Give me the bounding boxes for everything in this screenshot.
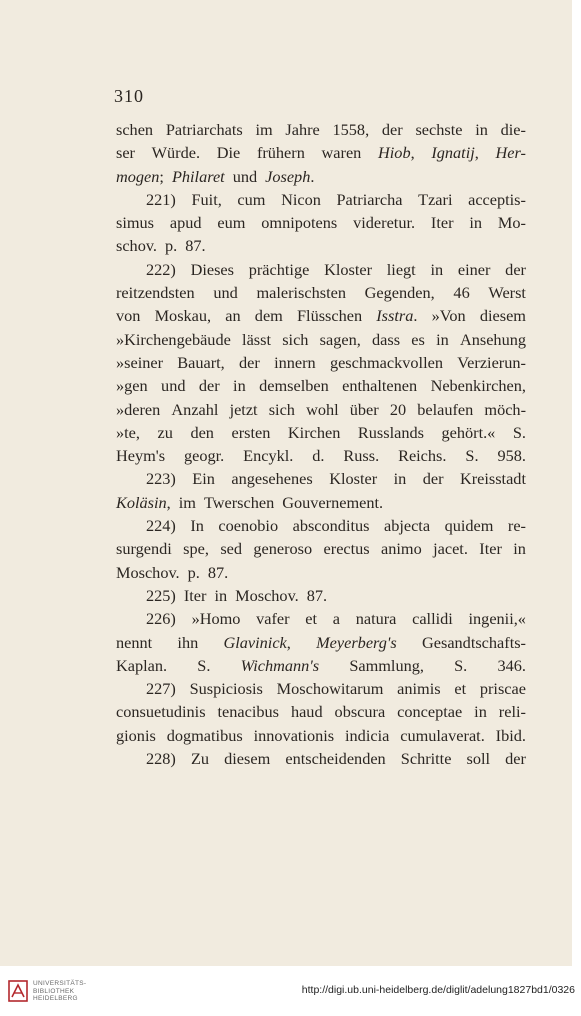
word: Sammlung, [349,655,424,675]
word: 958. [497,446,526,466]
text-line [116,561,526,584]
word: der [381,120,403,139]
word: cum [237,189,266,209]
word: 226) [146,609,176,629]
word: Flüsschen [296,306,363,326]
word: geogr. [183,446,225,466]
word: In [190,516,204,536]
text-line [116,118,526,141]
word: Joseph. [265,166,315,186]
word: Suspiciosis [189,679,263,699]
library-name [33,980,86,1003]
word: geschmackvollen [329,352,443,372]
word: Twerschen [203,492,275,512]
word: Heym's [116,446,166,466]
word: und [213,283,238,303]
word: S. [197,655,211,675]
word: d. [312,446,325,466]
text-line [116,607,526,630]
word: »seiner [116,352,164,372]
word: 225) [146,585,176,605]
library-logo-icon [8,980,28,1002]
word: Werst [488,283,526,303]
word: schen [116,120,154,139]
word: ihn [177,632,199,652]
text-line [116,654,526,677]
word: dass [372,329,401,349]
word: sich [268,399,295,419]
word: Encykl. [243,446,294,466]
word: Würde. [151,143,201,163]
word: 223) [146,469,176,489]
text-line [116,537,526,560]
library-name-line: UNIVERSITÄTS- [33,980,87,987]
word: 221) [146,189,176,209]
word: Ansehung [459,329,526,349]
word: Meyerberg's [316,632,397,652]
word: Philaret [171,166,225,186]
text-line [116,700,526,723]
word: von [116,306,141,326]
word: 222) [146,259,176,279]
library-name-line: HEIDELBERG [33,995,78,1002]
page-text-block [116,118,526,770]
word: surgendi [116,539,172,559]
word: wohl [306,399,339,419]
page-number: 310 [114,86,144,106]
word: absconditus [292,516,370,536]
word: apud [169,213,202,233]
word: innovationis [253,725,335,745]
word: consuetudinis [116,702,206,722]
word: reitzendsten [116,283,195,303]
text-line [116,351,526,374]
text-line [116,398,526,421]
text-line [116,188,526,211]
word: 227) [146,679,176,699]
word: »gen [116,376,148,396]
word: coenobio [218,516,279,536]
word: im [255,120,273,139]
word: entscheidenden [285,749,386,769]
word: demselben [259,376,329,396]
word: Verzierun- [457,352,526,372]
word: Her- [495,143,526,163]
word: natura [355,609,397,629]
word: diesem [224,749,271,769]
word: obscura [334,702,386,722]
word: gehört.« [441,422,496,442]
word: S. [454,655,468,675]
word: indicia [345,725,390,745]
word: und [161,376,186,396]
word: in [513,539,526,559]
word: callidi [412,609,453,629]
word: der [505,749,526,769]
library-name-line: BIBLIOTHEK [33,987,75,995]
word: Iter [479,539,502,559]
word: tenacibus [217,702,279,722]
word: jetzt [229,399,258,419]
footer-bar [0,966,581,1016]
word: 224) [146,516,176,536]
word: Zu [190,749,210,769]
word: p. [165,236,178,256]
text-line [116,421,526,444]
word: 346. [497,655,526,675]
word: eum [217,213,246,233]
word: conceptae [397,702,463,722]
source-url[interactable]: http://digi.ub.uni-heidelberg.de/diglit/adelung1827bd1/0326 [301,984,575,996]
word: Fuit, [191,189,222,209]
word: abjecta [383,516,431,536]
word: acceptis- [468,189,526,209]
word: prächtige [248,259,310,279]
word: quidem [444,516,494,536]
word: 87. [185,236,206,256]
word: der [505,259,526,279]
word: innern [274,352,316,372]
word: Jahre [285,120,320,139]
word: in [474,702,487,722]
word: Moskau, [154,306,212,326]
word: cumulaverat. [400,725,485,745]
word: zu [157,422,173,442]
word: simus [116,213,155,233]
word: Kirchen [287,422,341,442]
word: Russlands [357,422,424,442]
text-line [116,467,526,490]
word: und [232,166,258,186]
word: Nebenkirchen, [430,376,526,396]
word: re- [507,516,526,536]
word: ser [116,143,135,163]
word: omnipotens [261,213,338,233]
word: angesehenes [231,469,313,489]
word: haud [290,702,323,722]
word: in [475,120,488,139]
word: »Von [431,306,466,326]
text-line [116,165,526,188]
word: Kreisstadt [459,469,526,489]
word: den [190,422,214,442]
word: Dieses [190,259,234,279]
text-line [116,141,526,164]
word: in [469,213,483,233]
word: in [430,259,444,279]
text-line [116,444,526,467]
word: liegt [386,259,416,279]
word: soll [466,749,491,769]
word: dogmatibus [166,725,243,745]
word: Iter [183,585,207,605]
word: in [233,376,246,396]
text-line [116,677,526,700]
word: Nicon [281,189,321,209]
word: gionis [116,725,156,745]
text-line [116,584,526,607]
word: »Homo [191,609,241,629]
word: sich [282,329,309,349]
word: belaufen [417,399,474,419]
word: Glavinick, [223,632,291,652]
text-line [116,211,526,234]
word: Patriarcha [336,189,403,209]
word: priscae [479,679,526,699]
word: an [225,306,241,326]
word: 228) [146,749,176,769]
word: in [214,585,228,605]
word: Moschowitarum [276,679,384,699]
word: Schritte [400,749,452,769]
word: schov. [116,236,157,256]
text-line [116,328,526,351]
word: in [436,329,449,349]
word: spe, [183,539,209,559]
word: Gouvernement. [282,492,384,512]
word: Die [216,143,241,163]
text-line [116,374,526,397]
word: vafer [256,609,290,629]
word: sechste [415,120,463,139]
word: S. [465,446,479,466]
word: im [178,492,196,512]
word: ersten [231,422,271,442]
word: in [393,469,407,489]
word: animo [381,539,422,559]
word: 46 [453,283,470,303]
word: Wichmann's [240,655,320,675]
word: 87. [306,585,328,605]
word: Gesandtschafts- [422,632,526,652]
text-line [116,304,526,327]
word: Russ. [343,446,380,466]
word: Gegenden, [364,283,435,303]
word: einer [457,259,491,279]
word: 87. [207,562,229,582]
word: reli- [498,702,526,722]
word: »Kirchengebäude [116,329,231,349]
word: der [198,376,220,396]
word: es [411,329,425,349]
word: Hiob, [378,143,415,163]
word: mogen; [116,166,164,186]
word: waren [321,143,362,163]
word: jacet. [433,539,468,559]
word: et [454,679,467,699]
word: sed [220,539,243,559]
word: sagen, [319,329,361,349]
text-line [116,281,526,304]
word: über [349,399,379,419]
word: et [305,609,318,629]
word: diesem [479,306,526,326]
word: »deren [116,399,161,419]
word: 1558, [332,120,370,139]
word: Ibid. [495,725,526,745]
word: Ein [192,469,215,489]
word: Kloster [329,469,378,489]
word: möch- [484,399,526,419]
word: Kloster [324,259,373,279]
word: Anzahl [171,399,219,419]
word: Kaplan. [116,655,168,675]
word: Mo- [497,213,526,233]
word: dem [254,306,283,326]
text-line [116,747,526,770]
word: p. [187,562,200,582]
word: nennt [116,632,153,652]
word: der [239,352,260,372]
word: Koläsin, [116,492,171,512]
word: »te, [116,422,140,442]
text-line [116,258,526,281]
word: malerischsten [256,283,346,303]
word: Patriarchats [165,120,243,139]
text-line [116,491,526,514]
word: enthaltenen [342,376,418,396]
word: animis [397,679,441,699]
word: Tzari [418,189,453,209]
word: Moschov. [116,562,180,582]
word: Bauart, [177,352,225,372]
word: Ignatij, [431,143,479,163]
word: Moschov. [235,585,299,605]
word: S. [512,422,526,442]
text-line [116,631,526,654]
text-line [116,234,526,257]
word: videretur. [353,213,416,233]
text-line [116,514,526,537]
word: Iter [430,213,454,233]
word: lässt [242,329,271,349]
word: generoso [253,539,313,559]
word: die- [500,120,526,139]
word: 20 [389,399,407,419]
word: der [422,469,444,489]
text-line [116,724,526,747]
word: erectus [323,539,370,559]
word: a [332,609,340,629]
word: Reichs. [398,446,447,466]
word: Isstra. [376,306,418,326]
word: frühern [256,143,305,163]
word: ingenii,« [468,609,526,629]
